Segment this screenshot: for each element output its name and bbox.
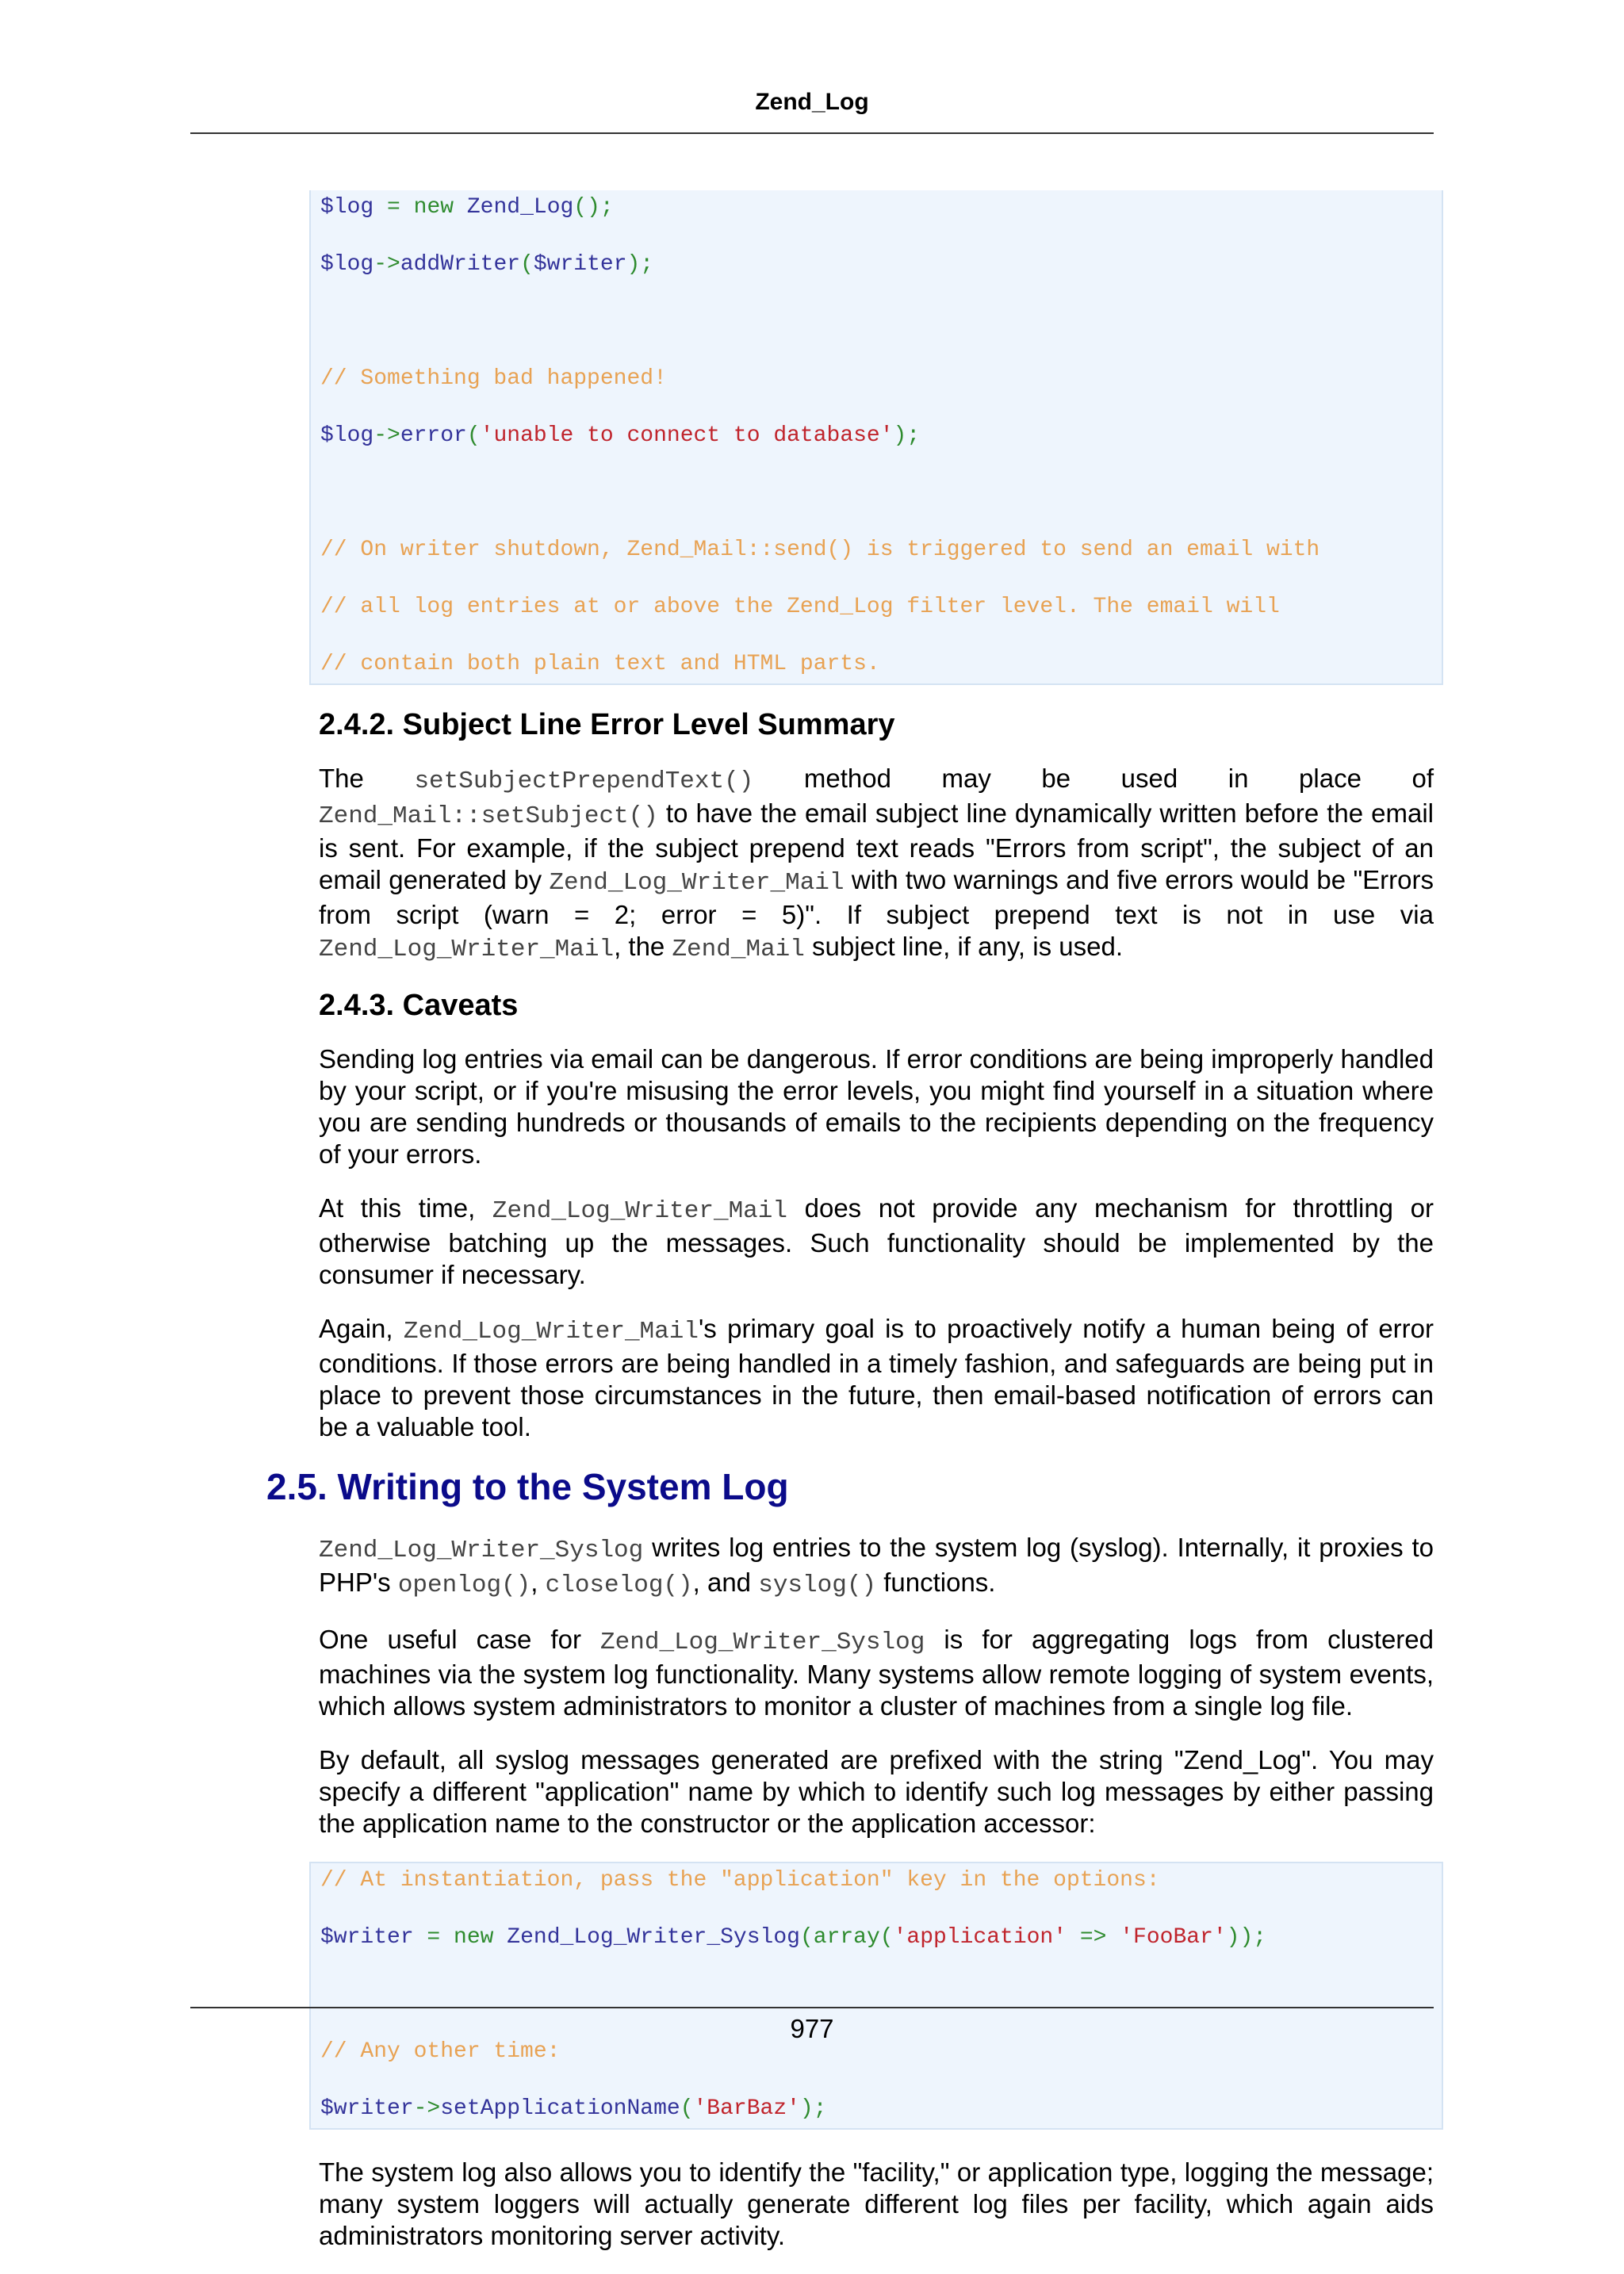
paragraph-syslog-2: One useful case for Zend_Log_Writer_Syslog is for aggregating logs from clustered machines via the system log functionality. Many systems allow remote logging of system events, which allows system administrators to monitor a cluster of machines from a single log file. (319, 1625, 1434, 1721)
code-comment: // Any other time: (320, 2039, 561, 2064)
code-line-blank (320, 479, 1432, 507)
section-heading-2-4-3: 2.4.3. Caveats (319, 989, 519, 1022)
code-line: $log = new Zend_Log(); (320, 195, 614, 220)
code-comment: // contain both plain text and HTML parts. (320, 652, 880, 676)
code-comment: // all log entries at or above the Zend_Log filter level. The email will (320, 595, 1280, 619)
footer-rule (190, 2007, 1434, 2008)
code-block-syslog-example (309, 1862, 1443, 2130)
code-comment: // On writer shutdown, Zend_Mail::send() is triggered to send an email with (320, 538, 1320, 562)
page-number: 977 (790, 2014, 834, 2043)
paragraph-syslog-4: The system log also allows you to identify the "facility," or application type, logging the message; many system loggers will actually generate different log files per facility, which again aids administrators monitoring server activity. (319, 2157, 1434, 2250)
header-rule (190, 132, 1434, 134)
paragraph-caveats-1: Sending log entries via email can be dangerous. If error conditions are being improperly handled by your script, or if you're misusing the error levels, you might find yourself in a situation where you are sending hundreds or thousands of emails to the recipients depending on the frequency of your errors. (319, 1044, 1434, 1169)
section-heading-2-4-2: 2.4.2. Subject Line Error Level Summary (319, 708, 895, 741)
code-line: $log->addWriter($writer); (320, 252, 654, 277)
code-line: $writer = new Zend_Log_Writer_Syslog(array('application' => 'FooBar')); (320, 1925, 1267, 1950)
section-heading-2-5: 2.5. Writing to the System Log (266, 1466, 789, 1507)
code-line-blank (320, 1981, 1432, 2009)
paragraph-caveats-2: At this time, Zend_Log_Writer_Mail does not provide any mechanism for throttling or otherwise batching up the messages. Such functionality should be implemented by the consumer if necessary. (319, 1193, 1434, 1289)
paragraph-syslog-3: By default, all syslog messages generated are prefixed with the string "Zend_Log". You may specify a different "application" name by which to identify such log messages by either passing the application name to the constructor or the application accessor: (319, 1745, 1434, 1838)
running-header: Zend_Log (755, 89, 869, 115)
paragraph-caveats-3: Again, Zend_Log_Writer_Mail's primary goal is to proactively notify a human being of error conditions. If those errors are being handled in a timely fashion, and safeguards are being put in place to prevent those circumstances in the future, then email-based notification of errors can be a valuable tool. (319, 1314, 1434, 1441)
paragraph-subject-line: The setSubjectPrependText() method may be used in place of Zend_Mail::setSubject() to have the email subject line dynamically written before the email is sent. For example, if the subject prepend text reads "Errors from script", the subject of an email generated by Zend_Log_Writer_Mail with two warnings and five errors would be "Errors from script (warn = 2; error = 5)". If subject prepend text is not in use via Zend_Log_Writer_Mail, the Zend_Mail subject line, if any, is used. (319, 764, 1434, 963)
code-block-mail-example (309, 190, 1443, 685)
code-line: $writer->setApplicationName('BarBaz'); (320, 2096, 827, 2121)
code-line: $log->error('unable to connect to database'); (320, 423, 921, 448)
page-content (266, 190, 1434, 2274)
code-comment: // Something bad happened! (320, 366, 667, 391)
code-comment: // At instantiation, pass the "application" key in the options: (320, 1868, 1160, 1893)
code-line-blank (320, 308, 1432, 336)
paragraph-syslog-1: Zend_Log_Writer_Syslog writes log entries to the system log (syslog). Internally, it proxies to PHP's openlog(), closelog(), and syslog() functions. (319, 1533, 1434, 1599)
